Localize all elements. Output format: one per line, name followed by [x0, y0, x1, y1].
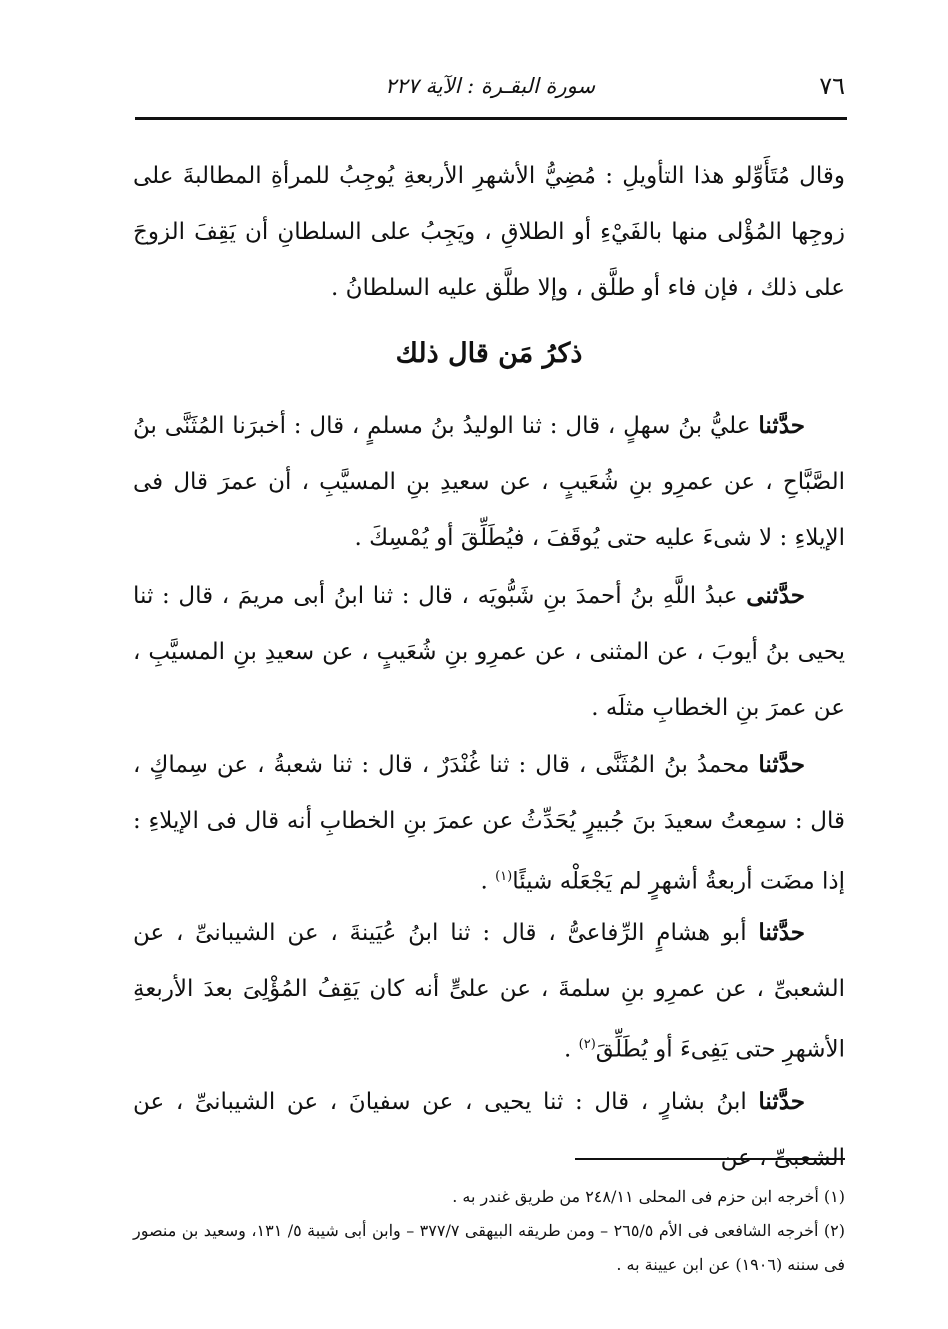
hadith-text: محمدُ بنُ المُثَنَّى ، قال : ثنا غُنْدَرٌ ، قال : ثنا شعبةُ ، عن سِماكٍ ، قال : سمِعتُ سعيدَ بنَ جُبيرٍ يُحَدِّثُ عن عمرَ بنِ الخطابِ أنه قال فى الإيلاءِ : إذا مضَت أربعةُ أشهرٍ لم يَجْعَلْه شيئًا	[133, 752, 845, 895]
page-header	[135, 72, 845, 108]
hadith-paragraph	[133, 1074, 845, 1186]
footnote-2: (٢) أخرجه الشافعى فى الأم ٢٦٥/٥ – ومن طريقه البيهقى ٣٧٧/٧ – وابن أبى شيبة ٥/ ١٣١، وسعيد بن منصور فى سننه (١٩٠٦) عن ابن عيينة به .	[133, 1221, 845, 1274]
header-rule	[135, 117, 847, 120]
hadith-paragraph	[133, 905, 845, 1078]
page-number: ٧٦	[819, 72, 845, 100]
hadith-lead-word: حدَّثنا	[758, 412, 805, 439]
hadith-paragraph	[133, 568, 845, 736]
hadith-lead-word: حدَّثنى	[746, 582, 805, 609]
footnote-1: (١) أخرجه ابن حزم فى المحلى ٢٤٨/١١ من طريق غندر به .	[452, 1187, 845, 1206]
footnote-rule	[575, 1158, 845, 1160]
footnote-marker[interactable]: (٢)	[578, 1037, 596, 1052]
hadith-tail: .	[480, 868, 496, 895]
hadith-lead-word: حدَّثنا	[758, 751, 805, 778]
footnotes	[133, 1180, 845, 1282]
footnote-marker[interactable]: (١)	[495, 869, 513, 884]
running-title: سورة البقـرة : الآية ٢٢٧	[385, 74, 596, 98]
hadith-text: أبو هشامٍ الرِّفاعىُّ ، قال : ثنا ابنُ عُيَينةَ ، عن الشيبانىِّ ، عن الشعبىِّ ، عن عمرِو بنِ سلمةَ ، عن علىٍّ أنه كان يَقِفُ المُؤْلِىَ بعدَ الأربعةِ الأشهرِ حتى يَفِىءَ أو يُطَلِّقَ	[133, 920, 845, 1063]
section-heading: ذكرُ مَن قال ذلك	[395, 338, 583, 369]
hadith-lead-word: حدَّثنا	[758, 1088, 805, 1115]
hadith-paragraph	[133, 398, 845, 566]
hadith-paragraph	[133, 737, 845, 910]
hadith-text: ابنُ بشارٍ ، قال : ثنا يحيى ، عن سفيانَ ، عن الشيبانىِّ ، عن الشعبىِّ ، عن	[133, 1089, 845, 1171]
opening-paragraph-text: وقال مُتَأَوِّلو هذا التأويلِ : مُضِيُّ الأشهرِ الأربعةِ يُوجِبُ للمرأةِ المطالبةَ على زوجِها المُؤْلى منها بالفَيْءِ أو الطلاقِ ، ويَجِبُ على السلطانِ أن يَقِفَ الزوجَ على ذلك ، فإن فاء أو طلَّق ، وإلا طلَّق عليه السلطانُ .	[133, 163, 845, 301]
hadith-tail: .	[564, 1036, 579, 1063]
opening-paragraph	[133, 148, 845, 316]
hadith-text: عبدُ اللَّهِ بنُ أحمدَ بنِ شَبُّويَه ، قال : ثنا ابنُ أبى مريمَ ، قال : ثنا يحيى بنُ أيوبَ ، عن المثنى ، عن عمرِو بنِ شُعَيبٍ ، عن سعيدِ بنِ المسيَّبِ ، عن عمرَ بنِ الخطابِ مثلَه .	[133, 583, 845, 721]
hadith-text: عليُّ بنُ سهلٍ ، قال : ثنا الوليدُ بنُ مسلمٍ ، قال : أخبرَنا المُثَنَّى بنُ الصَّبَّاحِ ، عن عمرِو بنِ شُعَيبٍ ، عن سعيدِ بنِ المسيَّبِ ، أن عمرَ قال فى الإيلاءِ : لا شىءَ عليه حتى يُوقَفَ ، فيُطَلِّقَ أو يُمْسِكَ .	[133, 413, 845, 551]
hadith-lead-word: حدَّثنا	[758, 919, 805, 946]
